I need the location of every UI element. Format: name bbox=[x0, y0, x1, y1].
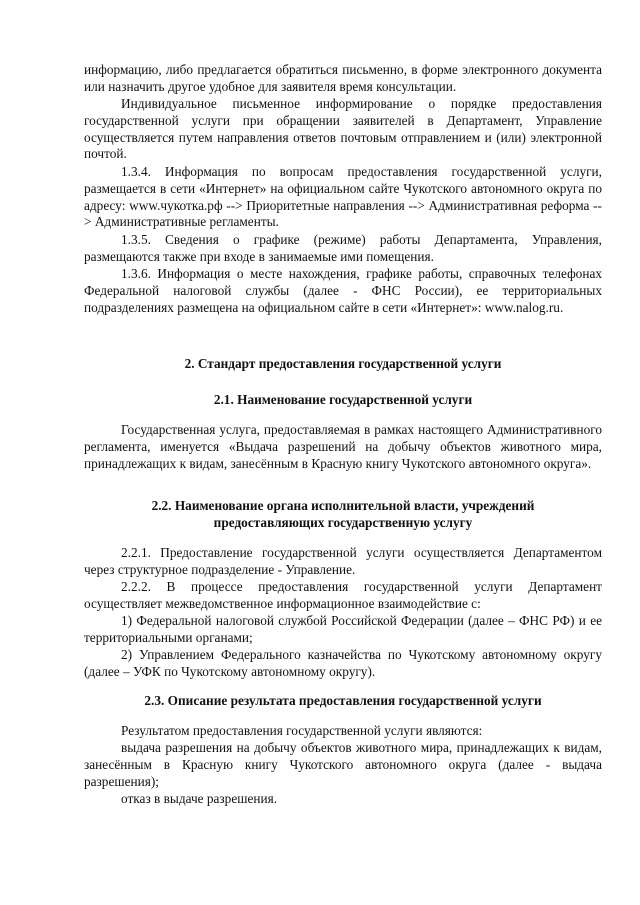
paragraph-2-1: Государственная услуга, предоставляемая в рамках настоящего Административного регламента, именуется «Выдача разрешений на добычу объектов животного мира, принадлежащих к видам, занесённым в Красную книгу Чукотского автономного округа». bbox=[84, 422, 602, 471]
list-item-ufk: 2) Управлением Федерального казначейства по Чукотскому автономному округу (далее – УФК по Чукотскому автономному округу). bbox=[84, 647, 602, 679]
paragraph-2-2-2: 2.2.2. В процессе предоставления государственной услуги Департамент осуществляет межведомственное информационное взаимодействие с: bbox=[84, 579, 602, 611]
heading-section-2-2: 2.2. Наименование органа исполнительной власти, учреждений предоставляющих государственную услугу bbox=[151, 498, 535, 530]
paragraph-1-3-5: 1.3.5. Сведения о графике (режиме) работы Департамента, Управления, размещаются также при входе в занимаемые ими помещения. bbox=[84, 232, 602, 264]
heading-section-2-3: 2.3. Описание результата предоставления государственной услуги bbox=[144, 693, 542, 708]
paragraph-result-refusal: отказ в выдаче разрешения. bbox=[121, 791, 278, 806]
heading-section-2: 2. Стандарт предоставления государственной услуги bbox=[184, 356, 502, 371]
paragraph-result-intro: Результатом предоставления государственной услуги являются: bbox=[121, 723, 483, 738]
paragraph-1-3-6: 1.3.6. Информация о месте нахождения, графике работы, справочных телефонах Федеральной налоговой службы (далее - ФНС России), ее территориальных подразделениях размещена на официальном сайте в сети «Интернет»: www.nalog.ru. bbox=[84, 266, 602, 315]
list-item-fns: 1) Федеральной налоговой службой Российской Федерации (далее – ФНС РФ) и ее территориальными органами; bbox=[84, 613, 602, 645]
paragraph-2-2-1: 2.2.1. Предоставление государственной услуги осуществляется Департаментом через структурное подразделение - Управление. bbox=[84, 545, 602, 577]
paragraph-consultation: информацию, либо предлагается обратиться письменно, в форме электронного документа или назначить другое удобное для заявителя время консультации. bbox=[84, 62, 602, 94]
paragraph-result-issue: выдача разрешения на добычу объектов животного мира, принадлежащих к видам, занесённым в Красную книгу Чукотского автономного округа (далее - выдача разрешения); bbox=[84, 740, 602, 789]
paragraph-written-informing: Индивидуальное письменное информирование о порядке предоставления государственной услуги при обращении заявителей в Департамент, Управление осуществляется путем направления ответов почтовым отправлением и (или) электронной почтой. bbox=[84, 96, 602, 162]
paragraph-1-3-4: 1.3.4. Информация по вопросам предоставления государственной услуги, размещается в сети «Интернет» на официальном сайте Чукотского автономного округа по адресу: www.чукотка.рф --> Приоритетные направления --> Административная реформа --> Административные регламенты. bbox=[84, 164, 602, 230]
heading-section-2-1: 2.1. Наименование государственной услуги bbox=[213, 392, 473, 407]
